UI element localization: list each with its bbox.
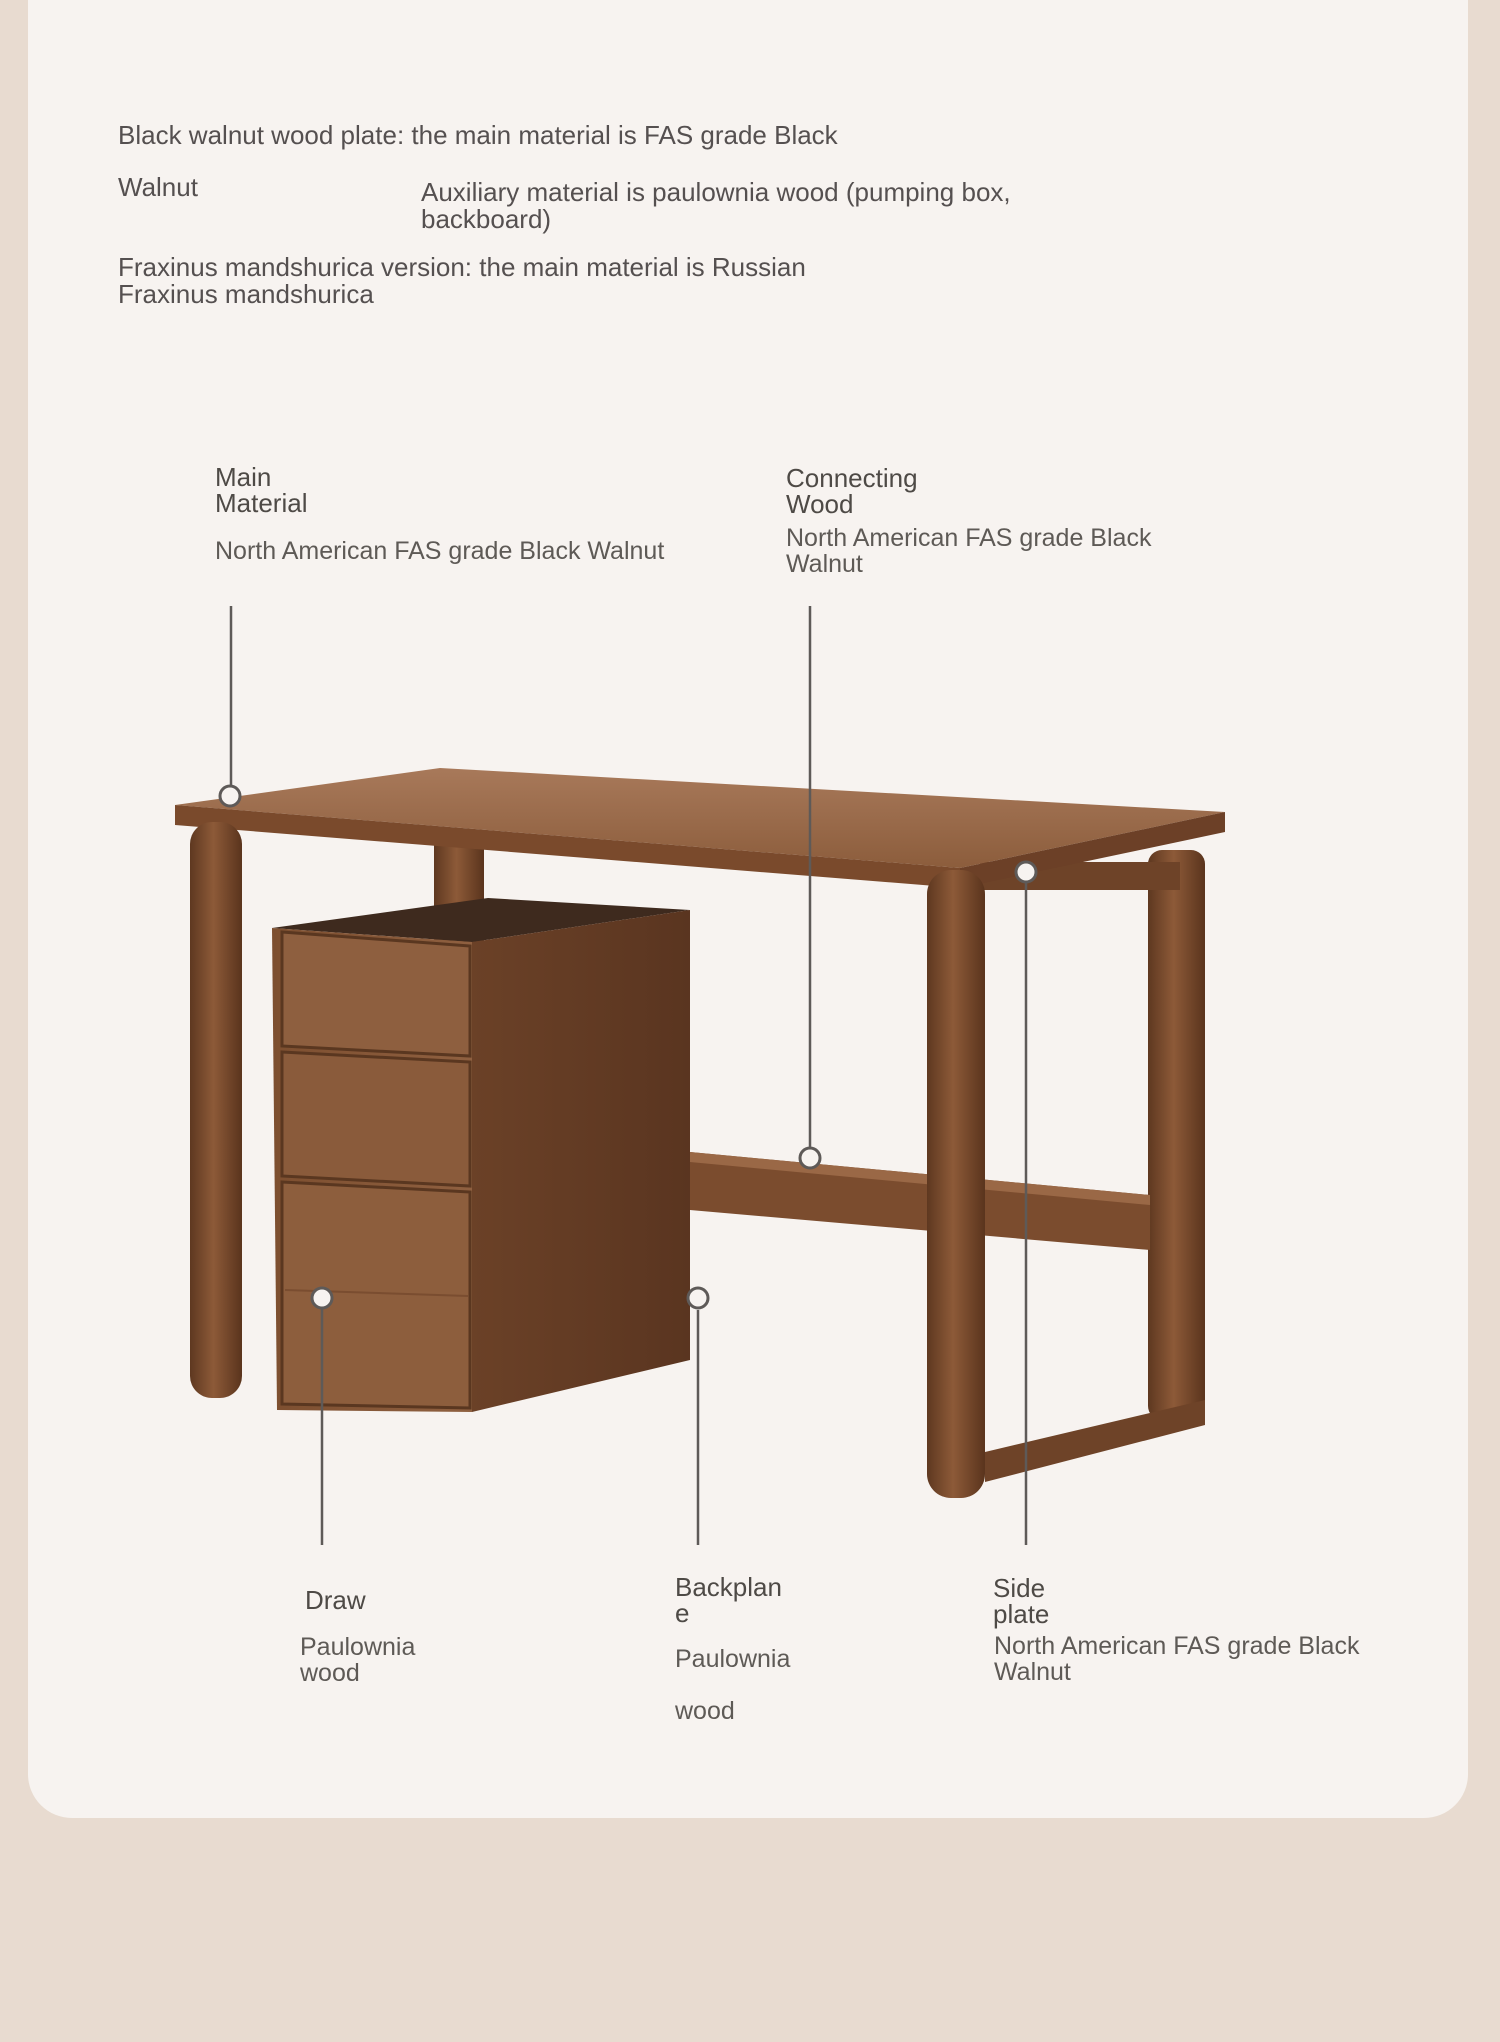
draw-label: Draw bbox=[305, 1585, 366, 1615]
cabinet-side bbox=[472, 910, 690, 1412]
side-rail-bottom bbox=[985, 1400, 1205, 1482]
backplane-value-line-1: Paulownia bbox=[675, 1645, 791, 1673]
main-material-label: Main Material bbox=[215, 462, 308, 518]
backplane-label: Backplan e bbox=[675, 1572, 782, 1628]
main-material-marker bbox=[220, 786, 240, 806]
intro-line-2: Walnut bbox=[118, 172, 198, 202]
drawer-1 bbox=[282, 932, 470, 1056]
drawer-2 bbox=[282, 1052, 470, 1186]
draw-value: Paulownia wood bbox=[300, 1633, 416, 1687]
connecting-wood-marker bbox=[800, 1148, 820, 1168]
connecting-wood-value: North American FAS grade Black Walnut bbox=[786, 524, 1152, 578]
backplane-value-line-2: wood bbox=[675, 1697, 735, 1725]
right-rear-leg bbox=[1148, 850, 1205, 1420]
main-material-value: North American FAS grade Black Walnut bbox=[215, 537, 665, 565]
connecting-wood-label: Connecting Wood bbox=[786, 463, 918, 519]
intro-auxiliary: Auxiliary material is paulownia wood (pumping box, backboard) bbox=[421, 177, 1011, 234]
draw-marker bbox=[312, 1288, 332, 1308]
right-front-leg bbox=[927, 870, 985, 1498]
side-plate-label: Side plate bbox=[993, 1573, 1050, 1629]
side-plate-value: North American FAS grade Black Walnut bbox=[994, 1632, 1360, 1686]
left-front-leg bbox=[190, 822, 242, 1398]
intro-line-1: Black walnut wood plate: the main material is FAS grade Black bbox=[118, 120, 838, 150]
side-plate-marker bbox=[1016, 862, 1036, 882]
intro-fraxinus: Fraxinus mandshurica version: the main material is Russian Fraxinus mandshurica bbox=[118, 252, 806, 309]
backplane-marker bbox=[688, 1288, 708, 1308]
